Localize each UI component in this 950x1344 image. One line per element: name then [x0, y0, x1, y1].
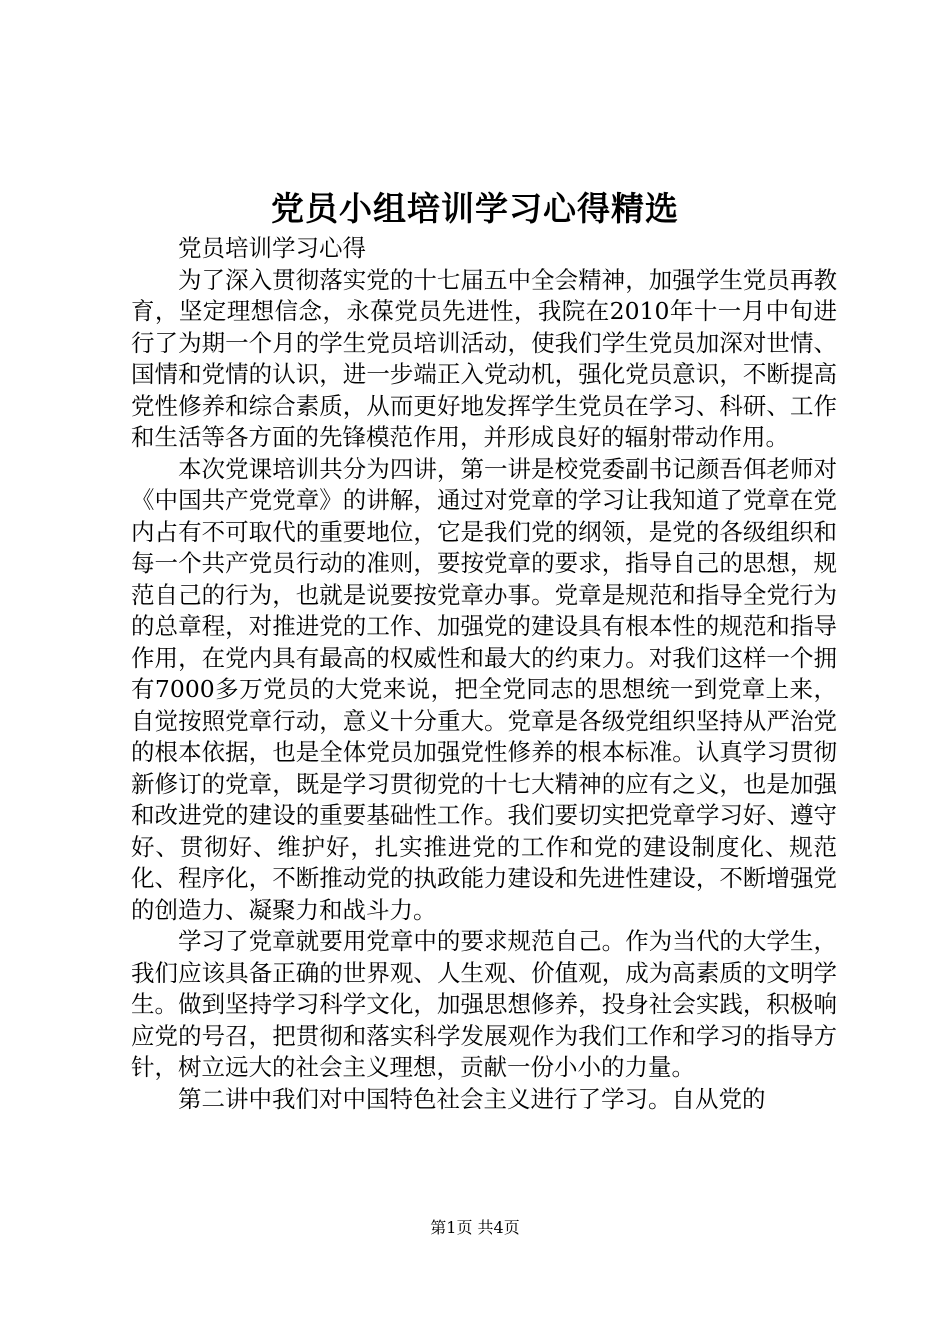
document-body: [131, 233, 837, 1115]
page-footer: 第1页 共4页: [430, 1218, 520, 1237]
paragraph: 第二讲中我们对中国特色社会主义进行了学习。自从党的: [178, 1084, 766, 1113]
paragraph-subtitle: 党员培训学习心得: [178, 234, 366, 262]
document-title: 党员小组培训学习心得精选: [271, 189, 679, 228]
paragraph: 本次党课培训共分为四讲，第一讲是校党委副书记颜吾佴老师对《中国共产党党章》的讲解，通过对党章的学习让我知道了党章在党内占有不可取代的重要地位，它是我们党的纲领，是党的各级组织和每一个共产党员行动的准则，要按党章的要求，指导自己的思想，规范自己的行为，也就是说要按党章办事。党章是规范和指导全党行为的总章程，对推进党的工作、加强党的建设具有根本性的规范和指导作用，在党内具有最高的权威性和最大的约束力。对我们这样一个拥有7000多万党员的大党来说，把全党同志的思想统一到党章上来，自觉按照党章行动，意义十分重大。党章是各级党组织坚持从严治党的根本依据，也是全体党员加强党性修养的根本标准。认真学习贯彻新修订的党章，既是学习贯彻党的十七大精神的应有之义，也是加强和改进党的建设的重要基础性工作。我们要切实把党章学习好、遵守好、贯彻好、维护好，扎实推进党的工作和党的建设制度化、规范化、程序化，不断推动党的执政能力建设和先进性建设，不断增强党的创造力、凝聚力和战斗力。: [131, 454, 837, 924]
paragraph: 为了深入贯彻落实党的十七届五中全会精神，加强学生党员再教育，坚定理想信念，永葆党员先进性，我院在2010年十一月中旬进行了为期一个月的学生党员培训活动，使我们学生党员加深对世情、国情和党情的认识，进一步端正入党动机，强化党员意识，不断提高党性修养和综合素质，从而更好地发挥学生党员在学习、科研、工作和生活等各方面的先锋模范作用，并形成良好的辐射带动作用。: [131, 265, 837, 451]
paragraph: 学习了党章就要用党章中的要求规范自己。作为当代的大学生，我们应该具备正确的世界观、人生观、价值观，成为高素质的文明学生。做到坚持学习科学文化，加强思想修养，投身社会实践，积极响应党的号召，把贯彻和落实科学发展观作为我们工作和学习的指导方针，树立远大的社会主义理想，贡献一份小小的力量。: [131, 927, 837, 1081]
